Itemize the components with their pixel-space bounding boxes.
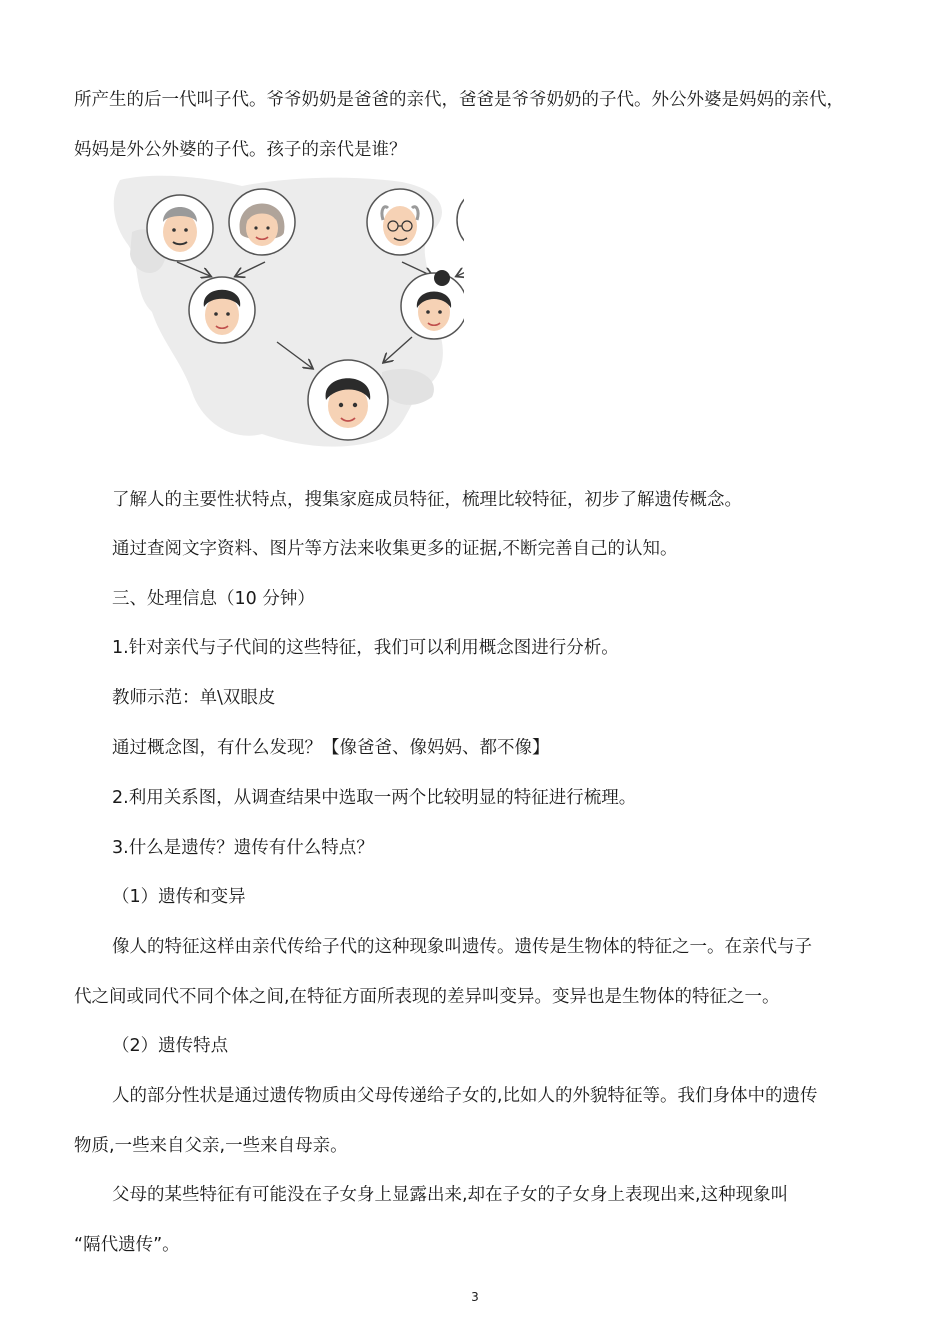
paragraph-line: 通过查阅文字资料、图片等方法来收集更多的证据,不断完善自己的认知。 <box>112 539 678 559</box>
list-item: 2.利用关系图，从调查结果中选取一两个比较明显的特征进行梳理。 <box>112 788 637 808</box>
paragraph-line: 人的部分性状是通过遗传物质由父母传递给子女的,比如人的外貌特征等。我们身体中的遗传 <box>112 1086 818 1106</box>
paragraph-line: 像人的特征这样由亲代传给子代的这种现象叫遗传。遗传是生物体的特征之一。在亲代与子 <box>112 937 812 957</box>
list-item: 3.什么是遗传？遗传有什么特点？ <box>112 838 374 858</box>
family-tree-figure <box>112 172 464 455</box>
grandfather-icon <box>147 195 213 261</box>
grandmother-icon <box>229 189 295 255</box>
sub-heading: （1）遗传和变异 <box>112 887 246 907</box>
child-icon <box>308 360 388 440</box>
sub-heading: （2）遗传特点 <box>112 1036 229 1056</box>
paragraph-line: 教师示范：单\双眼皮 <box>112 688 276 708</box>
paragraph-line: 所产生的后一代叫子代。爷爷奶奶是爸爸的亲代，爸爸是爷爷奶奶的子代。外公外婆是妈妈的亲代， <box>74 90 844 110</box>
maternal-grandfather-icon <box>367 189 433 255</box>
paragraph-line: 了解人的主要性状特点，搜集家庭成员特征，梳理比较特征，初步了解遗传概念。 <box>112 490 742 510</box>
page-number: 3 <box>471 1290 479 1304</box>
paragraph-line: 父母的某些特征有可能没在子女身上显露出来,却在子女的子女身上表现出来,这种现象叫 <box>112 1185 789 1205</box>
father-icon <box>189 277 255 343</box>
paragraph-line: 物质,一些来自父亲,一些来自母亲。 <box>74 1136 348 1156</box>
section-heading: 三、处理信息（10 分钟） <box>112 589 315 609</box>
maternal-grandmother-icon <box>457 187 464 253</box>
paragraph-line: “隔代遗传”。 <box>74 1235 180 1255</box>
paragraph-line: 妈妈是外公外婆的子代。孩子的亲代是谁？ <box>74 140 407 160</box>
list-item: 1.针对亲代与子代间的这些特征，我们可以利用概念图进行分析。 <box>112 638 619 658</box>
paragraph-line: 代之间或同代不同个体之间,在特征方面所表现的差异叫变异。变异也是生物体的特征之一。 <box>74 987 780 1007</box>
paragraph-line: 通过概念图，有什么发现？【像爸爸、像妈妈、都不像】 <box>112 738 550 758</box>
